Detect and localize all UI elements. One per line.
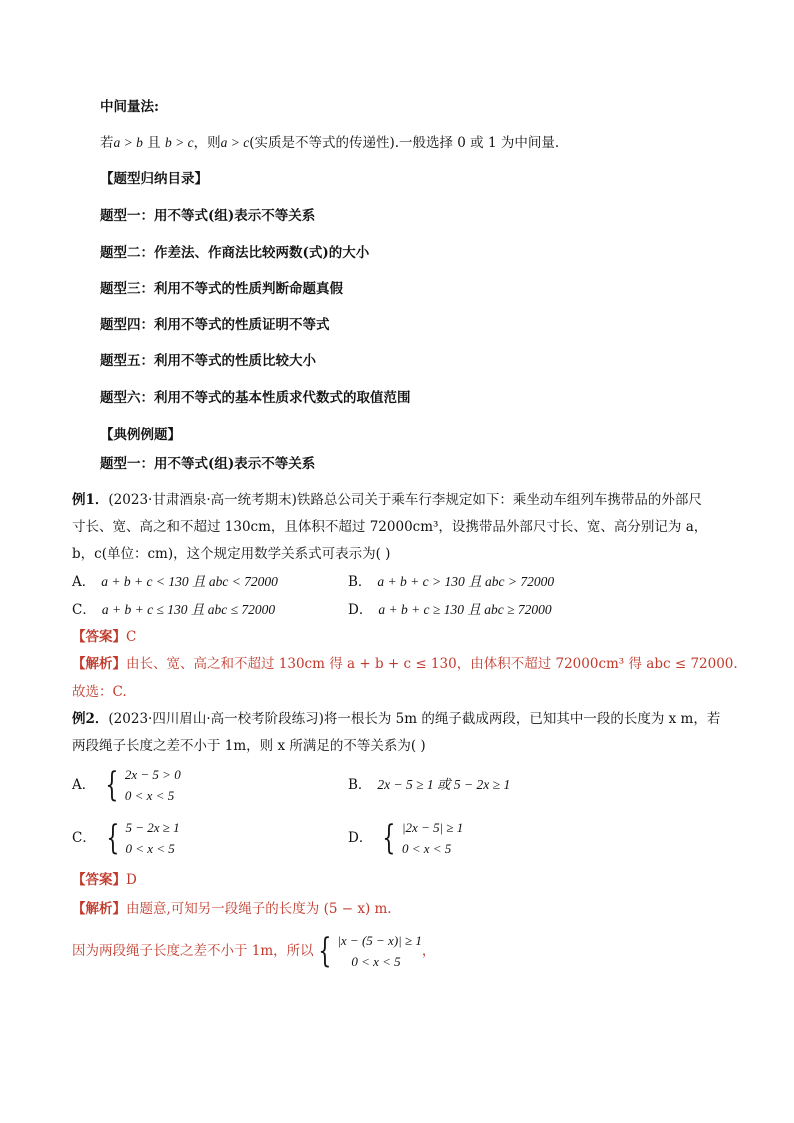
ex2-option-a: A． { 2x − 5 > 0 0 < x < 5 [72, 765, 181, 805]
ex1-option-d: D． a + b + c ≥ 130 且 abc ≥ 72000 [348, 602, 552, 618]
ex2-analysis: 【解析】由题意,可知另一段绳子的长度为 (5 − x) m. [72, 901, 392, 917]
ex2-line1: 例2．(2023·四川眉山·高一校考阶段练习)将一根长为 5m 的绳子截成两段，已知其中一段的长度为 x m，若 [72, 711, 721, 727]
left-brace: { [105, 765, 119, 805]
ex1-line3: b，c(单位：cm)，这个规定用数学关系式可表示为( ) [72, 546, 391, 562]
ex1-option-b: B． a + b + c > 130 且 abc > 72000 [348, 574, 555, 590]
ex1-option-c: C． a + b + c ≤ 130 且 abc ≤ 72000 [72, 602, 276, 618]
left-brace: { [382, 818, 396, 858]
ex2-reason: 因为两段绳子长度之差不小于 1m，所以 { |x − (5 − x)| ≥ 1 0 < x < 5 ， [72, 931, 436, 971]
ex2-answer: 【答案】D [72, 872, 137, 888]
left-brace: { [318, 931, 331, 971]
toc-item: 题型二：作差法、作商法比较两数(式)的大小 [100, 245, 370, 261]
ex1-answer: 【答案】C [72, 629, 137, 645]
ex1-conclusion: 故选：C. [72, 684, 127, 700]
intro-rule: 若a > b 且 b > c，则a > c(实质是不等式的传递性).一般选择 0 或 1 为中间量. [100, 135, 560, 151]
toc-item: 题型五：利用不等式的性质比较大小 [100, 353, 316, 369]
ex2-line2: 两段绳子长度之差不小于 1m，则 x 所满足的不等关系为( ) [72, 738, 426, 754]
ex2-option-c: C． { 5 − 2x ≥ 1 0 < x < 5 [72, 818, 180, 858]
ex2-option-d: D． { |2x − 5| ≥ 1 0 < x < 5 [348, 818, 464, 858]
ex2-option-b: B． 2x − 5 ≥ 1 或 5 − 2x ≥ 1 [348, 777, 511, 793]
intro-heading: 中间量法: [100, 99, 159, 115]
toc-item: 题型六：利用不等式的基本性质求代数式的取值范围 [100, 390, 411, 406]
left-brace: { [106, 818, 120, 858]
toc-item: 题型三：利用不等式的性质判断命题真假 [100, 281, 343, 297]
toc-item: 题型四：利用不等式的性质证明不等式 [100, 317, 330, 333]
ex1-option-a: A． a + b + c < 130 且 abc < 72000 [72, 574, 278, 590]
toc-item: 题型一：用不等式(组)表示不等关系 [100, 208, 316, 224]
ex1-line2: 寸长、宽、高之和不超过 130cm，且体积不超过 72000cm³，设携带品外部尺寸长、宽、高分别记为 a， [72, 519, 708, 535]
examples-heading: 【典例例题】 [100, 427, 181, 443]
toc-heading: 【题型归纳目录】 [100, 171, 208, 187]
ex1-analysis: 【解析】由长、宽、高之和不超过 130cm 得 a + b + c ≤ 130，由体积不超过 72000cm³ 得 abc ≤ 72000. [72, 656, 738, 672]
ex1-line1: 例1．(2023·甘肃酒泉·高一统考期末)铁路总公司关于乘车行李规定如下：乘坐动车组列车携带品的外部尺 [72, 492, 702, 508]
section-title: 题型一：用不等式(组)表示不等关系 [100, 456, 316, 472]
